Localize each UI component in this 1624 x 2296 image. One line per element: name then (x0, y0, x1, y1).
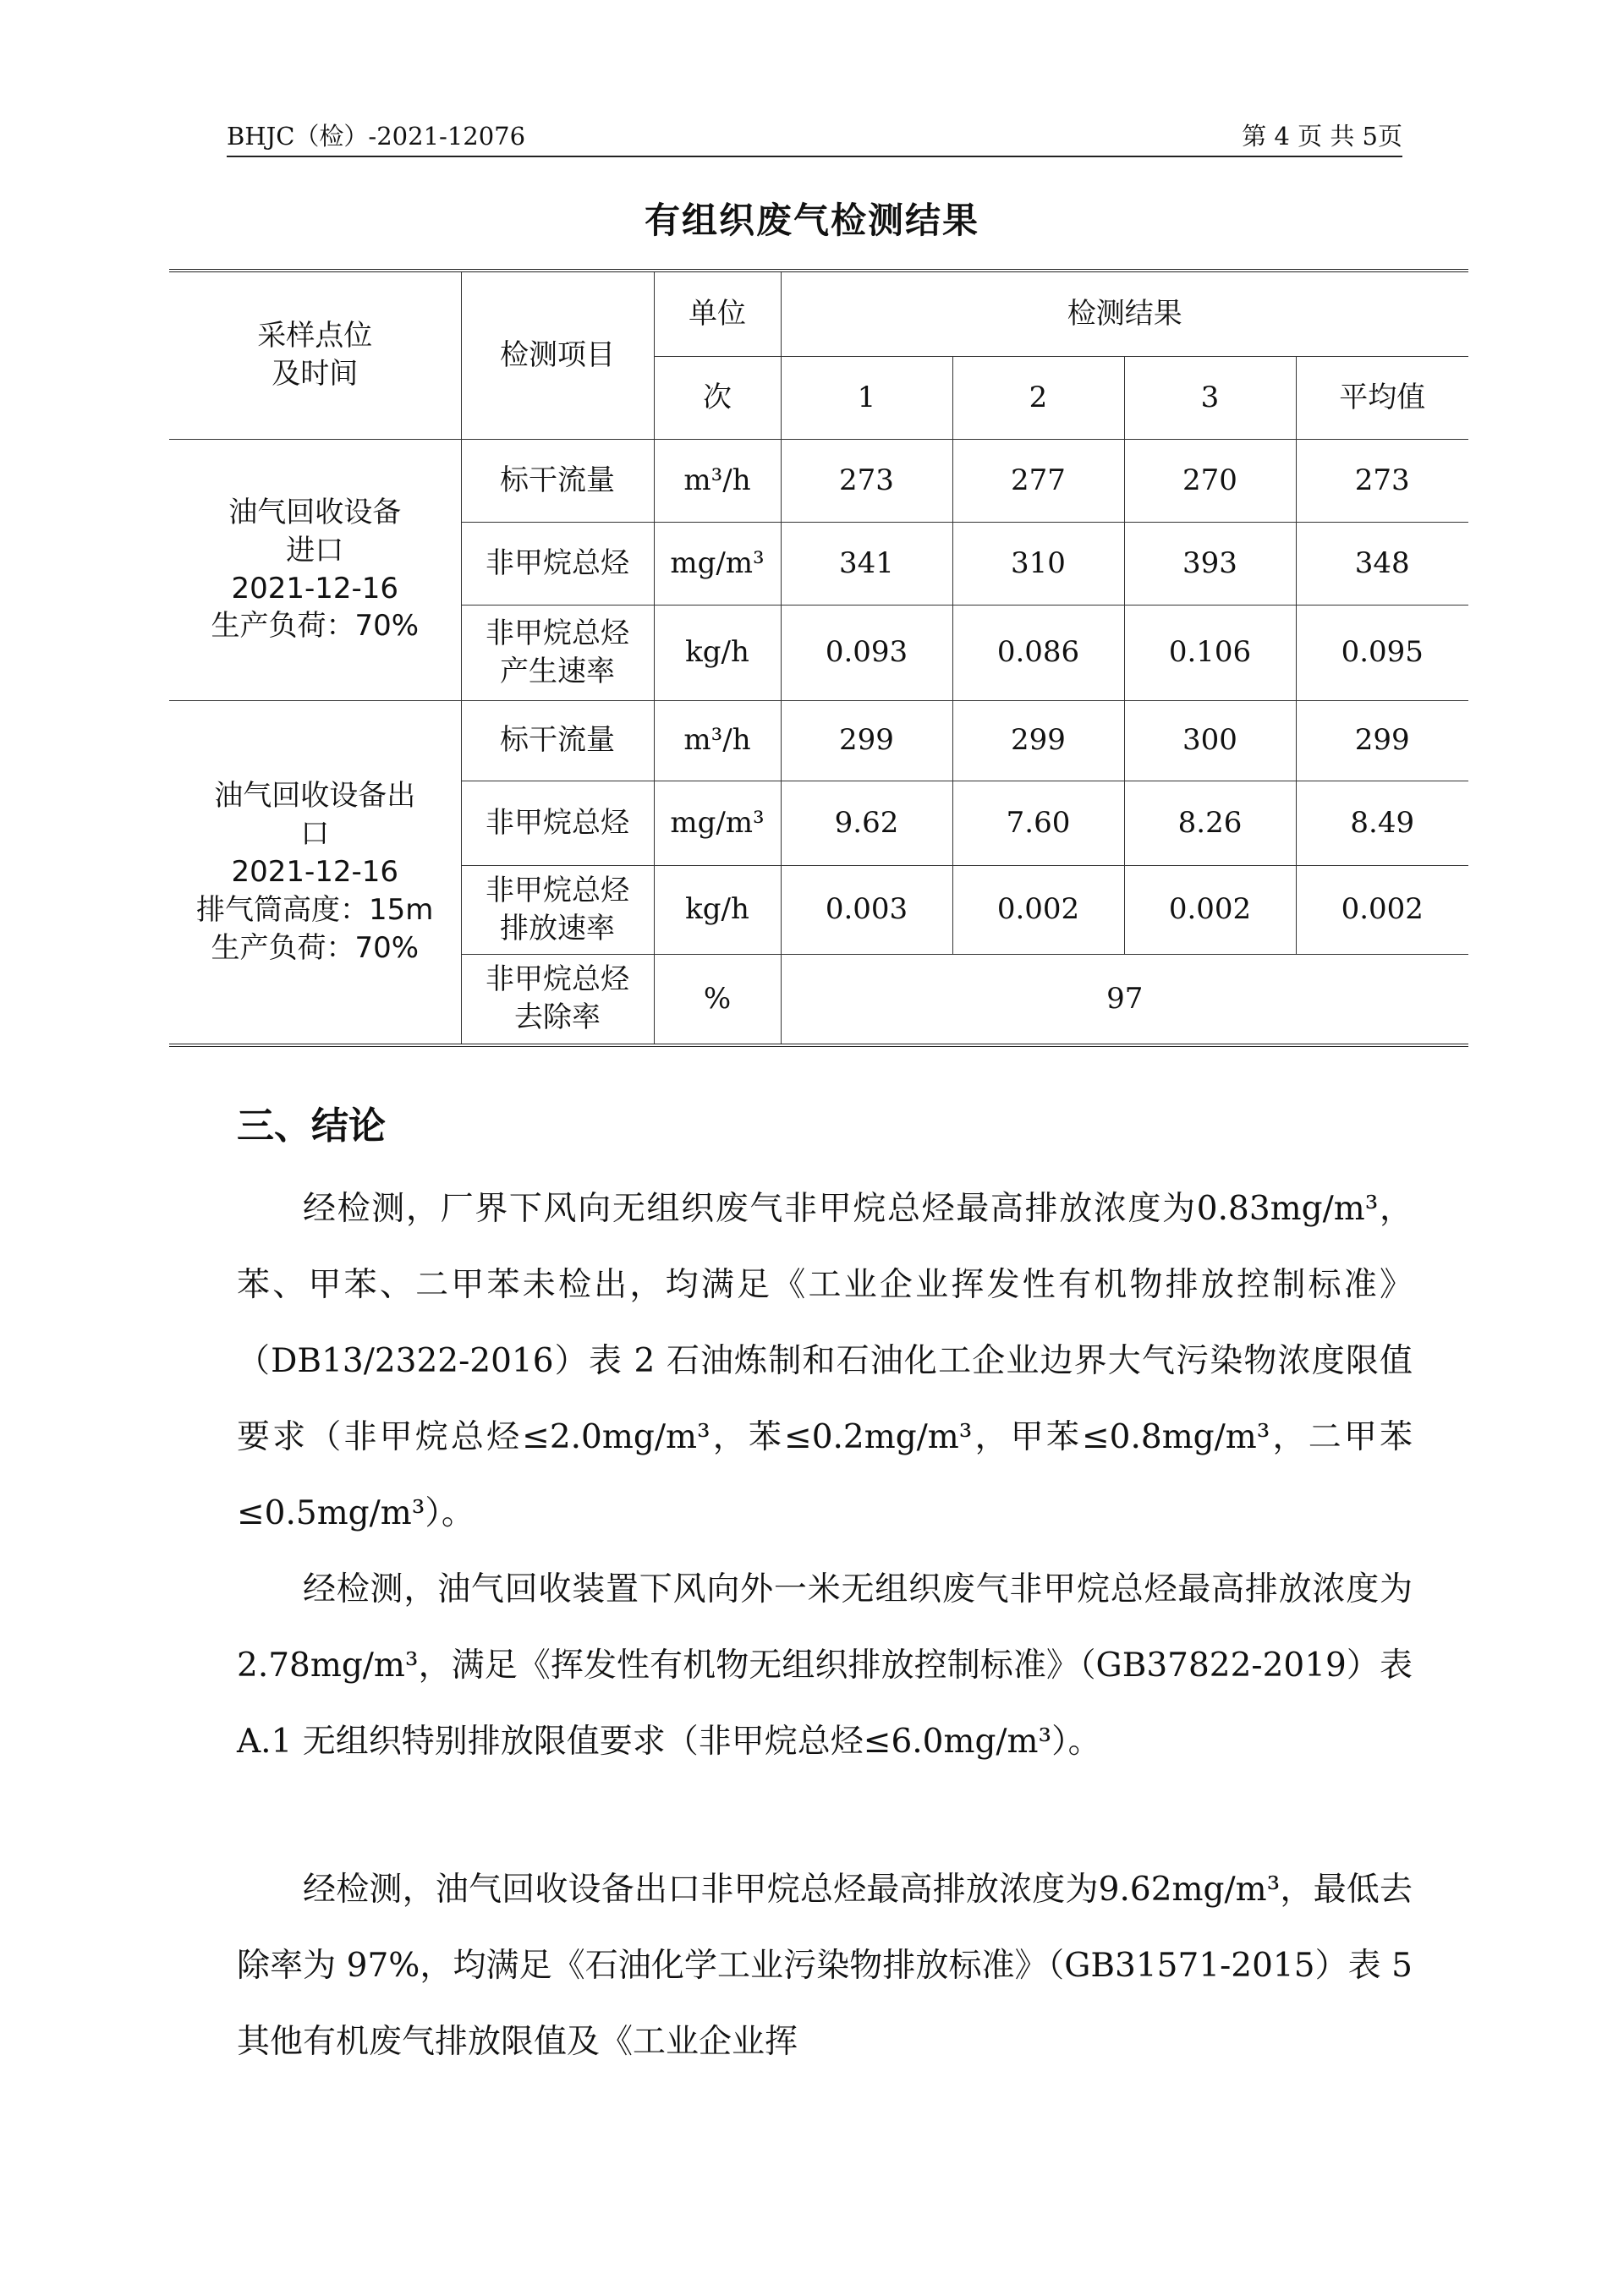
item-cell: 非甲烷总烃 (461, 781, 654, 865)
value-cell: 0.086 (952, 605, 1124, 700)
value-cell: 7.60 (952, 781, 1124, 865)
value-cell: 0.002 (952, 865, 1124, 954)
conclusion-paragraph-2: 经检测，油气回收装置下风向外一米无组织废气非甲烷总烃最高排放浓度为 2.78mg/m³，满足《挥发性有机物无组织排放控制标准》（GB37822-2019）表 A.1 无组织特别排放限值要求（非甲烷总烃≤6.0mg/m³）。 (237, 1570, 1413, 1761)
value-cell: 270 (1124, 439, 1296, 522)
value-cell: 277 (952, 439, 1124, 522)
item-cell: 标干流量 (461, 439, 654, 522)
item-header: 检测项目 (461, 271, 654, 439)
results-header: 检测结果 (781, 271, 1468, 356)
table-title: 有组织废气检测结果 (644, 200, 979, 241)
sample-point-header: 采样点位 及时间 (169, 271, 461, 439)
value-cell: 310 (952, 522, 1124, 605)
item-cell: 非甲烷总烃 产生速率 (461, 605, 654, 700)
table-row (169, 700, 1468, 781)
unit-cell: m³/h (654, 700, 781, 781)
value-cell: 8.26 (1124, 781, 1296, 865)
value-cell: 9.62 (781, 781, 952, 865)
page-header (227, 118, 1402, 157)
removal-value-cell: 97 (781, 954, 1468, 1045)
conclusion-paragraph-3: 经检测，油气回收设备出口非甲烷总烃最高排放浓度为9.62mg/m³，最低去除率为 97%，均满足《石油化学工业污染物排放标准》（GB31571-2015）表 5 其他有机废气排放限值及《工业企业挥 (237, 1871, 1413, 2061)
table-row (169, 439, 1468, 522)
value-cell: 0.003 (781, 865, 952, 954)
unit-cell: kg/h (654, 605, 781, 700)
unit-cell: mg/m³ (654, 522, 781, 605)
average-cell: 0.095 (1296, 605, 1468, 700)
col-header-average: 平均值 (1296, 356, 1468, 439)
col-header-1: 1 (781, 356, 952, 439)
col-header-2: 2 (952, 356, 1124, 439)
value-cell: 0.002 (1124, 865, 1296, 954)
average-cell: 348 (1296, 522, 1468, 605)
average-cell: 8.49 (1296, 781, 1468, 865)
conclusion-paragraph-1: 经检测，厂界下风向无组织废气非甲烷总烃最高排放浓度为0.83mg/m³，苯、甲苯、二甲苯未检出，均满足《工业企业挥发性有机物排放控制标准》（DB13/2322-2016）表 2 石油炼制和石油化工企业边界大气污染物浓度限值要求（非甲烷总烃≤2.0mg/m³，苯≤0.2mg/m³，甲苯≤0.8mg/m³，二甲苯≤0.5mg/m³）。 (237, 1190, 1413, 1532)
value-cell: 273 (781, 439, 952, 522)
location-outlet: 油气回收设备出 口 2021-12-16 排气筒高度：15m 生产负荷：70% (169, 700, 461, 1045)
item-cell: 非甲烷总烃 去除率 (461, 954, 654, 1045)
unit-cell: mg/m³ (654, 781, 781, 865)
value-cell: 299 (781, 700, 952, 781)
col-header-3: 3 (1124, 356, 1296, 439)
value-cell: 0.106 (1124, 605, 1296, 700)
value-cell: 300 (1124, 700, 1296, 781)
unit-cell: % (654, 954, 781, 1045)
average-cell: 299 (1296, 700, 1468, 781)
results-table (169, 269, 1468, 1047)
value-cell: 0.093 (781, 605, 952, 700)
value-cell: 299 (952, 700, 1124, 781)
section-heading: 三、结论 (237, 1104, 386, 1148)
value-cell: 341 (781, 522, 952, 605)
times-header: 次 (654, 356, 781, 439)
item-cell: 非甲烷总烃 排放速率 (461, 865, 654, 954)
value-cell: 393 (1124, 522, 1296, 605)
page-info: 第 4 页 共 5页 (1242, 122, 1402, 151)
unit-cell: m³/h (654, 439, 781, 522)
item-cell: 标干流量 (461, 700, 654, 781)
unit-cell: kg/h (654, 865, 781, 954)
header-row (169, 271, 1468, 356)
average-cell: 0.002 (1296, 865, 1468, 954)
report-number: BHJC（检）-2021-12076 (227, 122, 526, 151)
unit-header: 单位 (654, 271, 781, 356)
item-cell: 非甲烷总烃 (461, 522, 654, 605)
location-inlet: 油气回收设备 进口 2021-12-16 生产负荷：70% (169, 439, 461, 700)
average-cell: 273 (1296, 439, 1468, 522)
